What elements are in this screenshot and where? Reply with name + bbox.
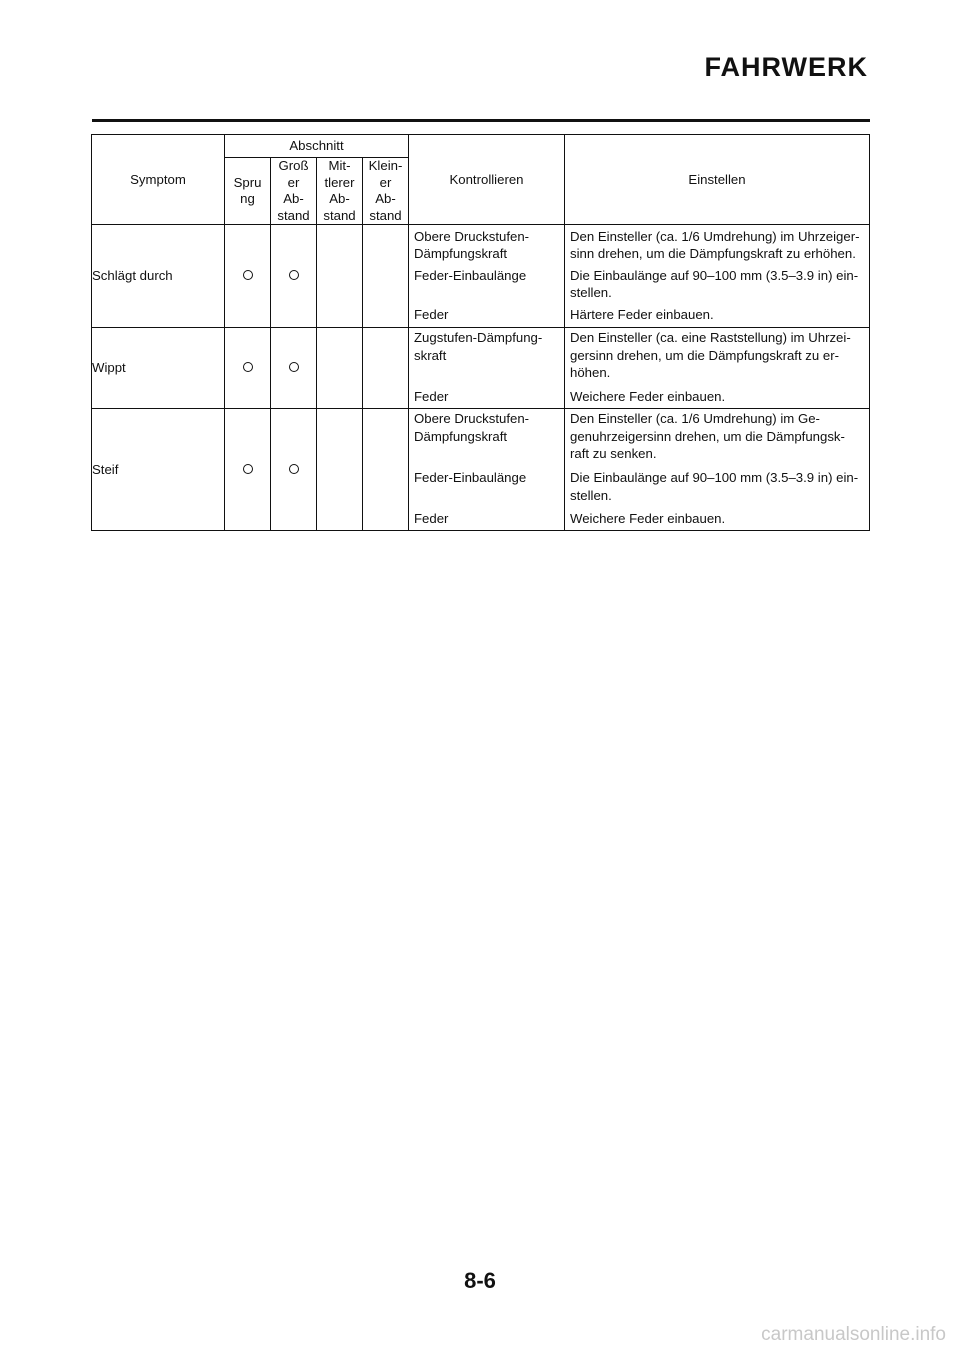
- text-line: Den Einsteller (ca. 1/6 Umdrehung) im Uhrzeiger-: [570, 228, 860, 244]
- table-row: [92, 328, 870, 409]
- text-line: tlerer: [324, 174, 355, 190]
- text-line: stellen.: [570, 285, 612, 300]
- adjust-item: [565, 328, 869, 387]
- text-line: Feder-Einbaulänge: [414, 470, 527, 485]
- symptom-cell: Schlägt durch: [92, 225, 225, 328]
- section-mark-cell: [363, 225, 409, 328]
- check-cell: [409, 225, 565, 328]
- section-mark-cell: [317, 328, 363, 409]
- section-mark-cell: [225, 225, 271, 328]
- text-line: Den Einsteller (ca. 1/6 Umdrehung) im Ge-: [570, 411, 820, 426]
- text-line: raft zu senken.: [570, 446, 657, 461]
- text-line: Spru: [233, 174, 262, 190]
- circle-mark-icon: [289, 362, 299, 372]
- check-item: [409, 509, 564, 530]
- check-item: [409, 305, 564, 326]
- adjust-item: [565, 227, 869, 266]
- text-line: Feder: [414, 306, 449, 322]
- text-line: Dämpfungskraft: [414, 246, 508, 261]
- section-mark-cell: [271, 328, 317, 409]
- text-line: stand: [277, 207, 310, 223]
- text-line: gersinn drehen, um die Dämpfungskraft zu er-: [570, 347, 840, 363]
- adjust-item: [565, 509, 869, 530]
- check-cell: [409, 409, 565, 531]
- check-item: [409, 328, 564, 387]
- section-mark-cell: [271, 225, 317, 328]
- text-line: Mit-: [328, 158, 351, 173]
- text-line: genuhrzeigersinn drehen, um die Dämpfungsk-: [570, 428, 845, 444]
- circle-mark-icon: [243, 464, 253, 474]
- header-check: Kontrollieren: [409, 135, 565, 225]
- text-line: Feder: [414, 389, 449, 404]
- text-line: Ab-: [329, 191, 350, 206]
- text-line: Feder: [414, 511, 449, 526]
- section-mark-cell: [271, 409, 317, 531]
- text-line: Ab-: [375, 191, 396, 206]
- page-number: 8-6: [464, 1268, 496, 1293]
- text-line: Groß: [278, 158, 309, 173]
- check-item: [409, 409, 564, 468]
- check-item: [409, 387, 564, 408]
- adjust-item: [565, 387, 869, 408]
- text-line: Ab-: [283, 191, 304, 206]
- text-line: Die Einbaulänge auf 90–100 mm (3.5–3.9 in) ein-: [570, 470, 859, 485]
- section-mark-cell: [317, 409, 363, 531]
- section-mark-cell: [225, 328, 271, 409]
- text-line: Zugstufen-Dämpfung-: [414, 330, 543, 345]
- text-line: Klein-: [368, 158, 403, 173]
- circle-mark-icon: [243, 362, 253, 372]
- check-item: [409, 266, 564, 305]
- troubleshooting-table: [91, 134, 870, 531]
- adjust-item: [565, 468, 869, 509]
- text-line: ng: [240, 191, 255, 206]
- adjust-cell: [565, 225, 870, 328]
- text-line: stand: [369, 207, 402, 223]
- check-item: [409, 468, 564, 509]
- header-section-small-gap: [363, 158, 409, 225]
- text-line: Obere Druckstufen-: [414, 228, 530, 244]
- table-row: [92, 409, 870, 531]
- title-rule: [92, 119, 870, 122]
- symptom-cell: Steif: [92, 409, 225, 531]
- header-section-large-gap: [271, 158, 317, 225]
- circle-mark-icon: [243, 270, 253, 280]
- adjust-item: [565, 409, 869, 468]
- text-line: Feder-Einbaulänge: [414, 267, 527, 283]
- header-symptom: Symptom: [92, 135, 225, 225]
- table-body: [92, 225, 870, 531]
- text-line: stand: [323, 207, 356, 223]
- header-section-jump: [225, 158, 271, 225]
- section-mark-cell: [363, 328, 409, 409]
- watermark: carmanualsonline.info: [761, 1324, 946, 1345]
- symptom-cell: Wippt: [92, 328, 225, 409]
- text-line: Weichere Feder einbauen.: [570, 389, 726, 404]
- text-line: Härtere Feder einbauen.: [570, 306, 714, 322]
- header-adjust: Einstellen: [565, 135, 870, 225]
- text-line: Die Einbaulänge auf 90–100 mm (3.5–3.9 in) ein-: [570, 267, 859, 283]
- check-item: [409, 227, 564, 266]
- adjust-cell: [565, 409, 870, 531]
- text-line: Obere Druckstufen-: [414, 411, 530, 426]
- header-section-medium-gap: [317, 158, 363, 225]
- text-line: Den Einsteller (ca. eine Raststellung) im Uhrzei-: [570, 330, 851, 345]
- table-row: [92, 225, 870, 328]
- circle-mark-icon: [289, 270, 299, 280]
- check-cell: [409, 328, 565, 409]
- text-line: stellen.: [570, 487, 612, 503]
- section-mark-cell: [225, 409, 271, 531]
- section-mark-cell: [317, 225, 363, 328]
- header-section: Abschnitt: [225, 135, 409, 158]
- adjust-item: [565, 305, 869, 326]
- adjust-item: [565, 266, 869, 305]
- text-line: sinn drehen, um die Dämpfungskraft zu erhöhen.: [570, 246, 856, 261]
- text-line: Dämpfungskraft: [414, 428, 508, 444]
- circle-mark-icon: [289, 464, 299, 474]
- page-title: FAHRWERK: [704, 52, 868, 82]
- text-line: er: [287, 174, 300, 190]
- section-mark-cell: [363, 409, 409, 531]
- text-line: Weichere Feder einbauen.: [570, 511, 726, 526]
- text-line: höhen.: [570, 365, 611, 380]
- table-header: [92, 135, 870, 225]
- text-line: er: [379, 174, 392, 190]
- adjust-cell: [565, 328, 870, 409]
- text-line: skraft: [414, 347, 447, 363]
